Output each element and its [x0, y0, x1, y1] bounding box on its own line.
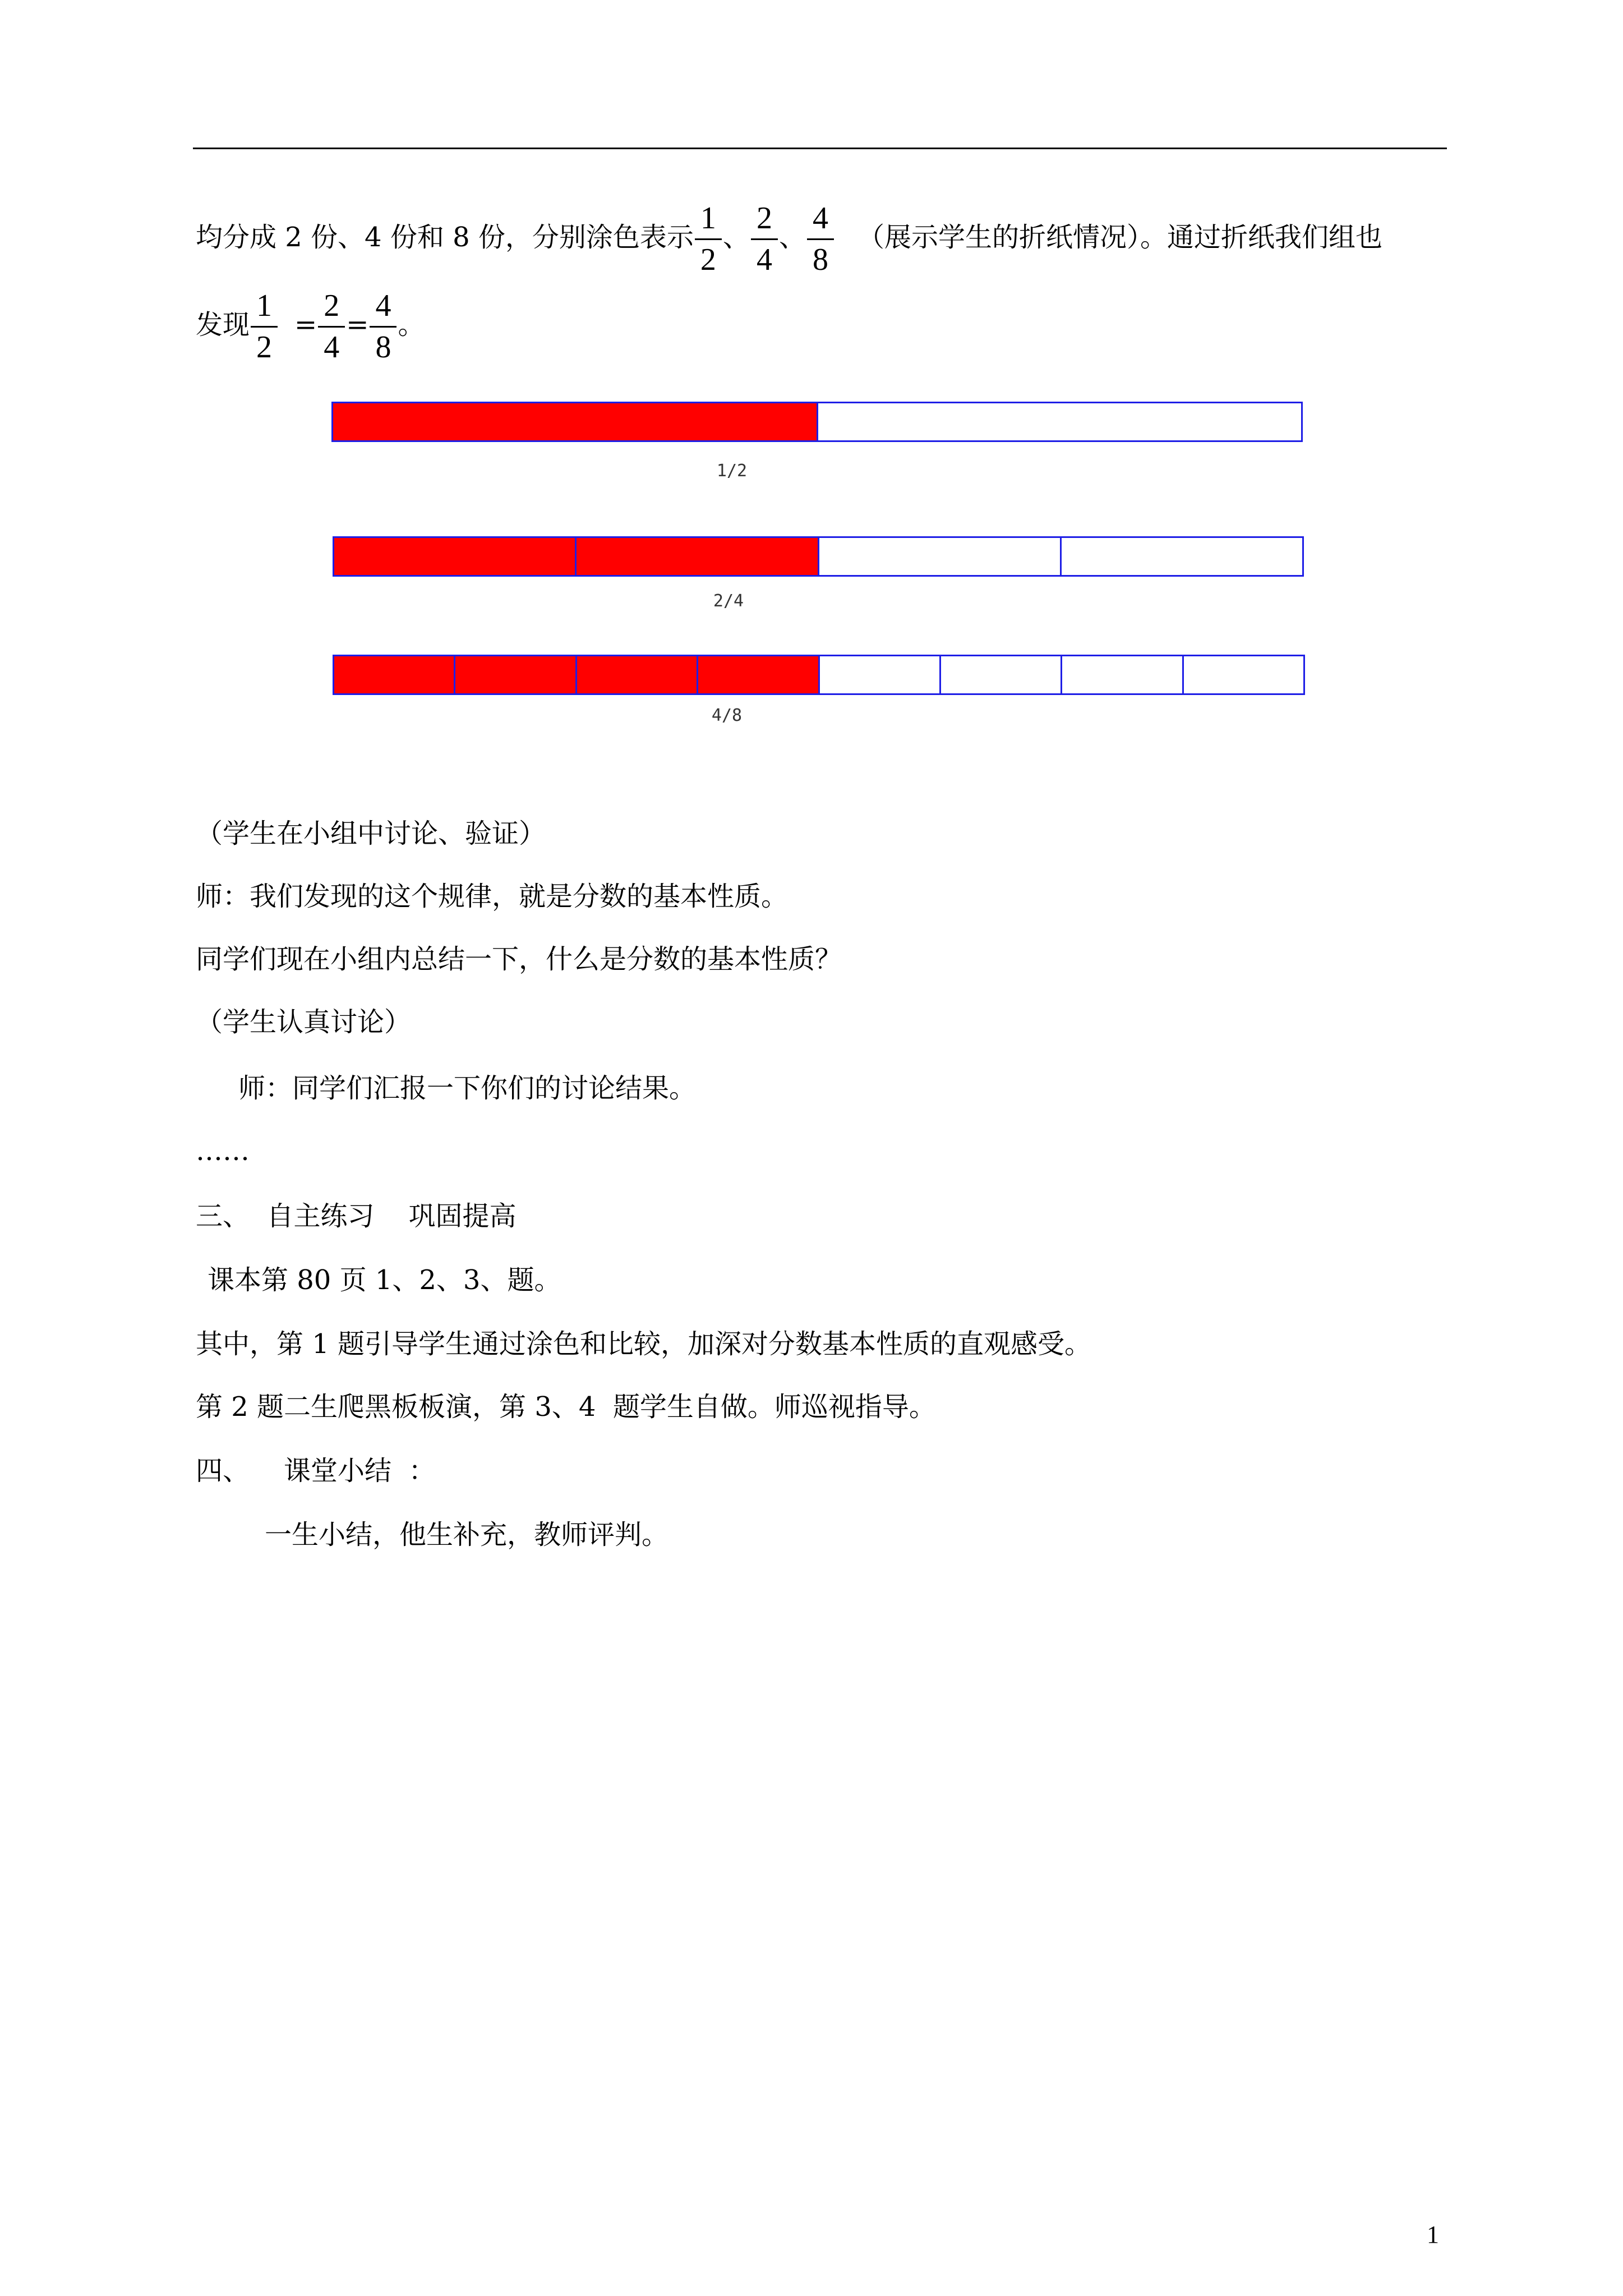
- equals-sign: =: [294, 309, 317, 341]
- bar-label-fourths: 2/4: [713, 591, 744, 611]
- header-rule: [193, 148, 1447, 149]
- filled-segment: [575, 538, 817, 575]
- section-four-heading: 四、 课堂小结 ：: [196, 1455, 436, 1487]
- fraction-bar-fourths: [333, 536, 1304, 577]
- empty-segment: [818, 656, 939, 693]
- filled-segment: [454, 656, 575, 693]
- intro-line-1: [196, 202, 1382, 277]
- separator: 、: [778, 221, 806, 253]
- empty-segment: [1061, 656, 1182, 693]
- fraction-one-half: $\frac{1}{2}$: [251, 289, 278, 364]
- paragraph-ellipsis: ……: [196, 1135, 250, 1167]
- intro-text-before: 均分成 2 份、4 份和 8 份，分别涂色表示: [196, 221, 694, 253]
- paragraph-summary: 一生小结，他生补充，教师评判。: [265, 1519, 669, 1550]
- filled-segment: [697, 656, 818, 693]
- paragraph-textbook-page: 课本第 80 页 1、2、3、题。: [208, 1264, 561, 1296]
- fraction-bar-eighths: [333, 655, 1305, 695]
- paragraph-question-one: 其中，第 1 题引导学生通过涂色和比较，加深对分数基本性质的直观感受。: [196, 1328, 1092, 1360]
- filled-segment: [575, 656, 697, 693]
- paragraph-teacher-rule: 师：我们发现的这个规律，就是分数的基本性质。: [196, 881, 789, 912]
- separator: 、: [722, 221, 750, 253]
- paragraph-student-discussion: （学生认真讨论）: [196, 1006, 412, 1038]
- period: 。: [398, 309, 425, 341]
- equals-sign: =: [346, 309, 369, 341]
- paragraph-teacher-report: 师：同学们汇报一下你们的讨论结果。: [238, 1073, 697, 1104]
- bar-label-eighths: 4/8: [711, 706, 743, 725]
- section-three-heading: 三、 自主练习 巩固提高: [196, 1200, 517, 1232]
- fraction-four-eighths: $\frac{4}{8}$: [807, 202, 834, 277]
- empty-segment: [1182, 656, 1303, 693]
- empty-segment: [818, 538, 1060, 575]
- paragraph-summarize-question: 同学们现在小组内总结一下，什么是分数的基本性质？: [196, 944, 842, 975]
- paragraph-question-two: 第 2 题二生爬黑板板演，第 3、4 题学生自做。师巡视指导。: [196, 1391, 936, 1423]
- fraction-two-fourths: $\frac{2}{4}$: [751, 202, 778, 277]
- fraction-bar-halves: [331, 402, 1303, 442]
- empty-segment: [1060, 538, 1302, 575]
- page-number: 1: [1427, 2221, 1439, 2248]
- empty-segment: [939, 656, 1061, 693]
- fraction-two-fourths: $\frac{2}{4}$: [318, 289, 345, 364]
- discovery-label: 发现: [196, 309, 250, 341]
- filled-segment: [333, 403, 817, 440]
- fraction-four-eighths: $\frac{4}{8}$: [370, 289, 396, 364]
- fraction-one-half: $\frac{1}{2}$: [695, 202, 722, 277]
- intro-line-2: [196, 289, 425, 364]
- paragraph-discussion-verify: （学生在小组中讨论、验证）: [196, 818, 546, 849]
- bar-label-halves: 1/2: [716, 461, 748, 481]
- intro-text-after: （展示学生的折纸情况）。通过折纸我们组也: [857, 221, 1382, 253]
- filled-segment: [334, 656, 454, 693]
- filled-segment: [334, 538, 575, 575]
- empty-segment: [817, 403, 1302, 440]
